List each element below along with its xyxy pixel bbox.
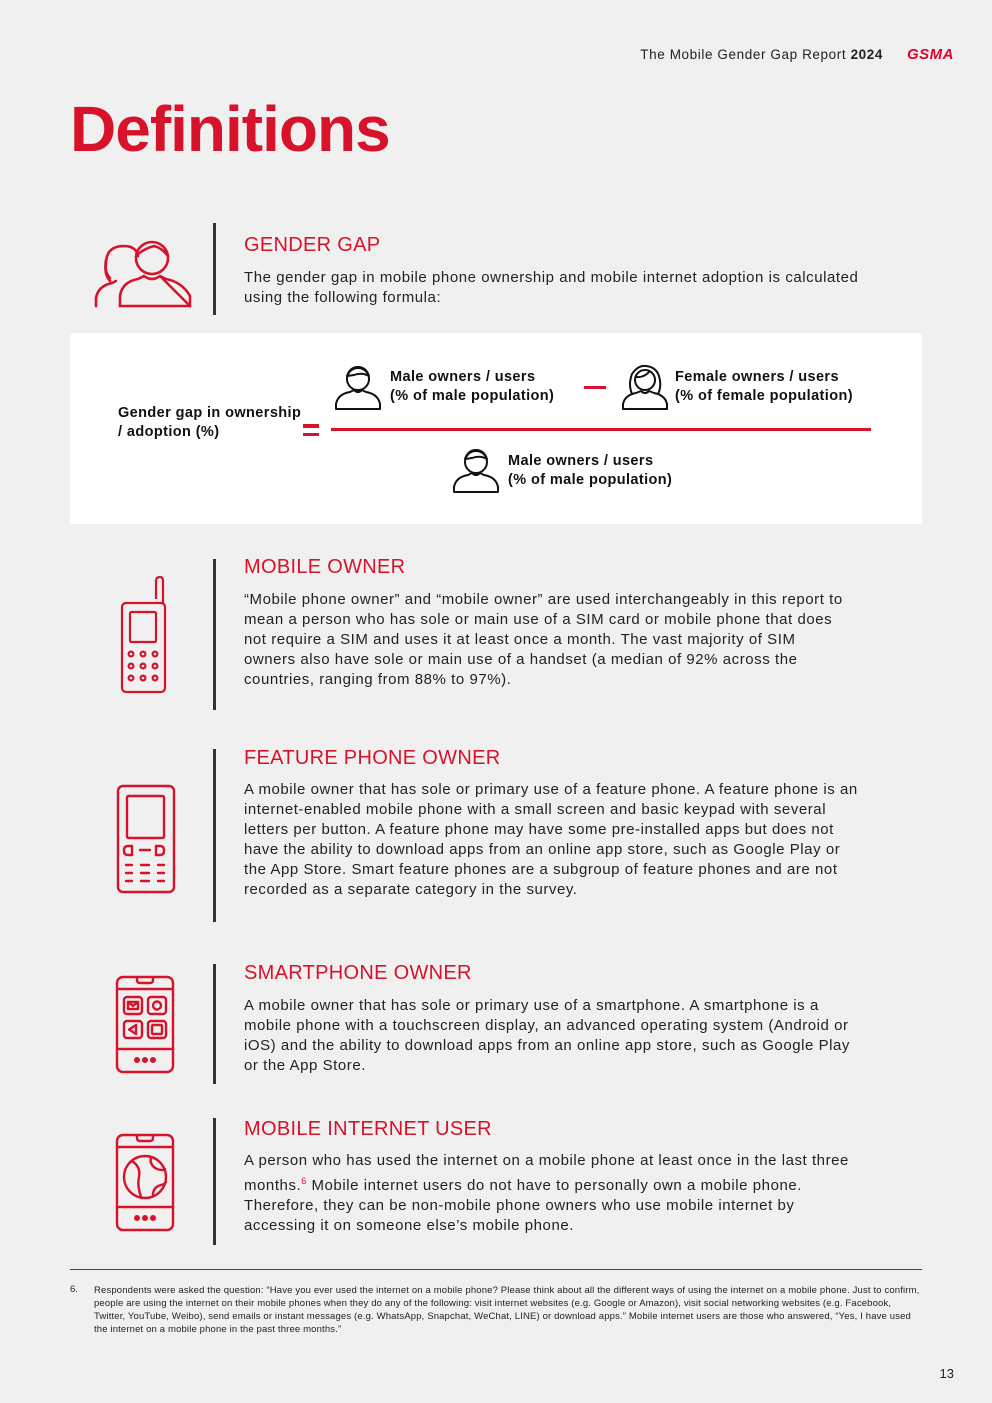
numerator-female-term: Female owners / users (% of female population) (675, 369, 853, 404)
smartphone-globe-icon (115, 1133, 177, 1238)
feature-phone-owner-heading: FEATURE PHONE OWNER (244, 747, 501, 769)
footnote-number: 6. (70, 1284, 78, 1295)
male-person-icon (452, 447, 500, 498)
smartphone-apps-icon (115, 975, 177, 1080)
mobile-owner-heading: MOBILE OWNER (244, 556, 406, 578)
page-title: Definitions (70, 93, 390, 165)
smartphone-owner-text: A mobile owner that has sole or primary use of a smartphone. A smartphone is a mobile phone with a touchscreen display, an advanced operating system (Android or iOS) and the ability to download apps from an online app store, such as Google Play or the App Store. (244, 997, 850, 1074)
people-icon (94, 234, 194, 315)
gender-gap-heading: GENDER GAP (244, 234, 381, 256)
male-person-icon (334, 364, 382, 415)
formula-left-label: Gender gap in ownership / adoption (%) (118, 405, 302, 440)
equals-sign (303, 424, 319, 437)
feature-phone-icon (116, 784, 176, 901)
gsma-logo: GSMA (907, 46, 954, 63)
smartphone-owner-heading: SMARTPHONE OWNER (244, 962, 472, 984)
mobile-owner-text: “Mobile phone owner” and “mobile owner” are used interchangeably in this report to mean a person who has sole or main use of a SIM card or mobile phone that does not require a SIM and uses it at least once a month. The vast majority of SIM owners also have sole or main use of a handset (a median of 92% across the countries, ranging from 88% to 97%). (244, 591, 843, 688)
gender-gap-text: The gender gap in mobile phone ownership and mobile internet adoption is calculated using the following formula: (244, 269, 859, 306)
mobile-phone-antenna-icon (120, 575, 168, 700)
fraction-line (331, 428, 871, 431)
female-person-icon (622, 364, 668, 415)
section-divider (213, 1118, 216, 1245)
footnote-divider (70, 1269, 922, 1270)
page-header (640, 46, 954, 63)
footnote-reference[interactable]: 6 (301, 1176, 307, 1186)
footnote-text: Respondents were asked the question: “Have you ever used the internet on a mobile phone? Please think about all the different ways of using the internet on a mobile phone. Just to confirm, people are using the internet on their mobile phones when they do any of the following: visit internet websites (e.g. Google or Amazon), visit social networking websites (e.g. Facebook, Twitter, YouTube, Weibo), send emails or instant messages (e.g. WhatsApp, Snapchat, WeChat, LINE) or download apps.” Mobile internet users are those who answered, “Yes, I have used the internet on a mobile phone in the past three months.” (94, 1285, 920, 1335)
numerator-male-term: Male owners / users (% of male population) (390, 369, 555, 404)
mobile-internet-user-heading: MOBILE INTERNET USER (244, 1118, 492, 1140)
denominator-term: Male owners / users (% of male population) (508, 453, 673, 488)
mobile-internet-user-text: A person who has used the internet on a mobile phone at least once in the last three months.$^6$ Mobile internet users do not have to personally own a mobile phone. Therefore, they can be non-mobile phone owners who use mobile internet by accessing it on someone else’s mobile phone. (244, 1152, 849, 1234)
minus-sign (584, 386, 606, 389)
section-divider (213, 559, 216, 710)
section-divider (213, 964, 216, 1084)
report-year: 2024 (850, 47, 883, 62)
report-title: The Mobile Gender Gap Report 2024 (640, 47, 883, 62)
feature-phone-owner-text: A mobile owner that has sole or primary use of a feature phone. A feature phone is an internet-enabled mobile phone with a small screen and basic keypad with several letters per button. A feature phone may have some pre-installed apps but does not have the ability to download apps from an online app store, such as Google Play or the App Store. Smart feature phones are a subgroup of feature phones and are not recorded as a separate category in the survey. (244, 781, 858, 898)
page-number: 13 (939, 1366, 954, 1381)
section-divider (213, 749, 216, 922)
section-divider (213, 223, 216, 315)
